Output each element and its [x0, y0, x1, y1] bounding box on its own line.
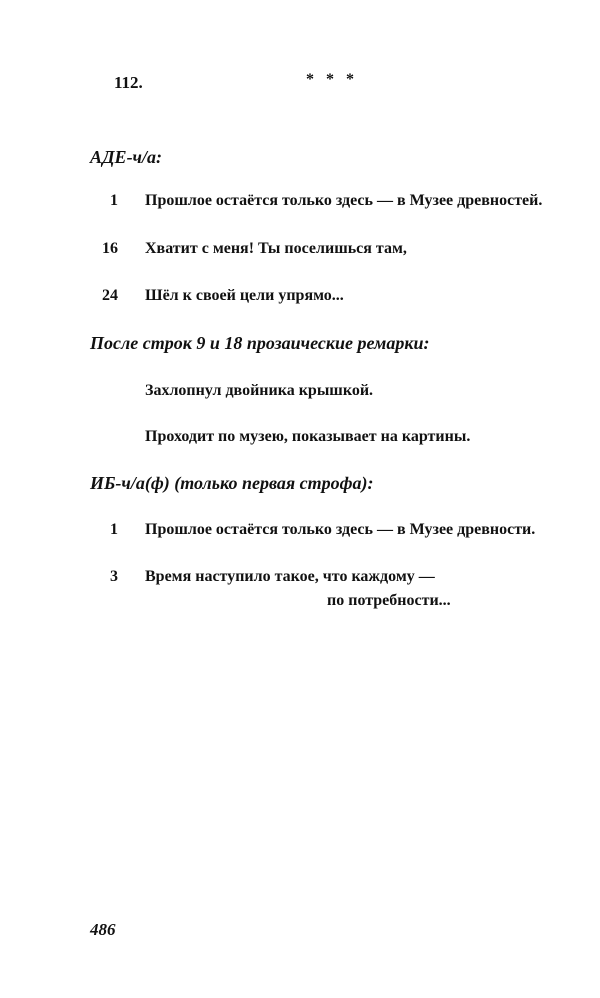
line-text: Хватит с меня! Ты поселишься там, [145, 240, 407, 257]
line-text: Прошлое остаётся только здесь — в Музее древности. [145, 521, 536, 538]
section-heading: АДЕ-ч/а: [90, 147, 162, 167]
line-text: Прошлое остаётся только здесь — в Музее древностей. [145, 192, 543, 209]
line-number: 1 [110, 192, 118, 209]
line-number: 16 [102, 240, 118, 257]
line-text: Шёл к своей цели упрямо... [145, 287, 344, 304]
poem-number: 112. [114, 73, 143, 92]
remark-text: Проходит по музею, показывает на картины. [145, 428, 471, 445]
remark-text: Захлопнул двойника крышкой. [145, 382, 374, 399]
line-number: 24 [102, 287, 118, 304]
section-heading: После строк 9 и 18 прозаические ремарки: [90, 333, 430, 353]
line-number: 3 [110, 568, 118, 585]
section-heading: ИБ-ч/а(ф) (только первая строфа): [90, 473, 374, 493]
line-number: 1 [110, 521, 118, 538]
line-text: Время наступило такое, что каждому — [145, 568, 435, 585]
page-number: 486 [90, 920, 116, 939]
poem-title: * * * [306, 71, 358, 88]
line-continuation: по потребности... [327, 592, 451, 609]
